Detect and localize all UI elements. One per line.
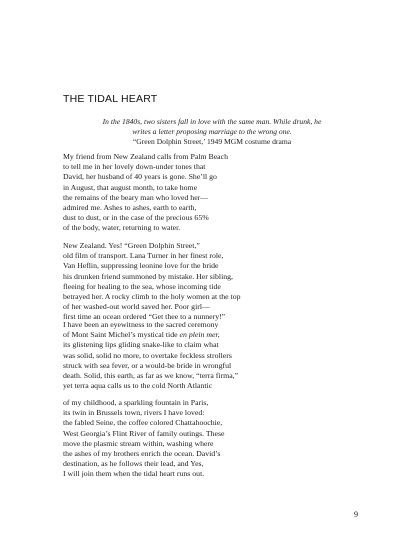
poem-line: David, her husband of 40 years is gone. She’ll go	[63, 172, 217, 182]
epigraph-attribution: “Green Dolphin Street,’ 1949 MGM costume drama	[132, 137, 292, 147]
poem-line: betrayed her. A rocky climb to the holy women at the top	[63, 292, 241, 302]
poem-line	[63, 330, 238, 340]
poem-line: first time an ocean ordered “Get thee to a nunnery!”	[63, 312, 226, 322]
poem-line: move the plasmic stream within, washing where	[63, 438, 214, 448]
epigraph-line-2: writes a letter proposing marriage to the wrong one.	[132, 127, 292, 137]
poem-line: death. Solid, this earth, as far as we know, “terra firma,”	[63, 371, 239, 381]
stanza-2	[63, 241, 241, 323]
poem-line: of the body, water, returning to water.	[63, 223, 181, 233]
poem-line: admired me. Ashes to ashes, earth to earth,	[63, 203, 197, 213]
poem-line: of her washed-out world saved her. Poor girl—	[63, 302, 210, 312]
poem-line: its twin in Brussels town, rivers I have loved:	[63, 408, 205, 418]
poem-line: the fabled Seine, the coffee colored Chattahoochie,	[63, 418, 223, 428]
poem-line: the remains of the beary man who loved her—	[63, 192, 209, 202]
epigraph	[62, 117, 362, 148]
poem-line: old film of transport. Lana Turner in her finest role,	[63, 251, 224, 261]
poem-line: of my childhood, a sparkling fountain in Paris,	[63, 398, 209, 407]
poem-line: the ashes of my brothers enrich the ocean. David’s	[63, 449, 221, 459]
poem-line: I have been an eyewitness to the sacred ceremony	[63, 320, 219, 329]
stanza-1	[63, 152, 228, 234]
poem-line: West Georgia’s Flint River of family outings. These	[63, 428, 225, 438]
poem-line: its glistening lips gliding snake-like to claim what	[63, 340, 219, 350]
poem-line: yet terra aqua calls us to the cold North Atlantic	[63, 381, 213, 391]
poem-line: fleeing for healing to the sea, whose incoming tide	[63, 281, 221, 291]
poem-line: I will join them when the tidal heart runs out.	[63, 469, 205, 479]
poem-line-text: of Mont Saint Michel’s mystical tide	[63, 330, 180, 340]
poem-line: was solid, solid no more, to overtake feckless strollers	[63, 350, 232, 360]
page-number: 9	[354, 510, 358, 519]
poem-line: struck with sea fever, or a would-be bride in wrongful	[63, 360, 232, 370]
poem-line: New Zealand. Yes! “Green Dolphin Street,”	[63, 241, 200, 250]
poem-line: My friend from New Zealand calls from Palm Beach	[63, 152, 228, 161]
poem-line: dust to dust, or in the case of the precious 65%	[63, 213, 209, 223]
poem-line: in August, that august month, to take home	[63, 182, 198, 192]
epigraph-line-1: In the 1840s, two sisters fall in love with the same man. While drunk, he	[102, 117, 322, 126]
poem-line: destination, as he follows their lead, and Yes,	[63, 459, 204, 469]
poem-title: THE TIDAL HEART	[63, 93, 158, 105]
poem-line: Van Heflin, suppressing leonine love for the bride	[63, 261, 219, 271]
italic-phrase: en plein mer,	[179, 330, 220, 340]
poem-line: his drunken friend summoned by mistake. Her sibling,	[63, 271, 233, 281]
stanza-4	[63, 398, 225, 480]
stanza-3	[63, 320, 238, 391]
poem-line: to tell me in her lovely down-under tones that	[63, 162, 206, 172]
